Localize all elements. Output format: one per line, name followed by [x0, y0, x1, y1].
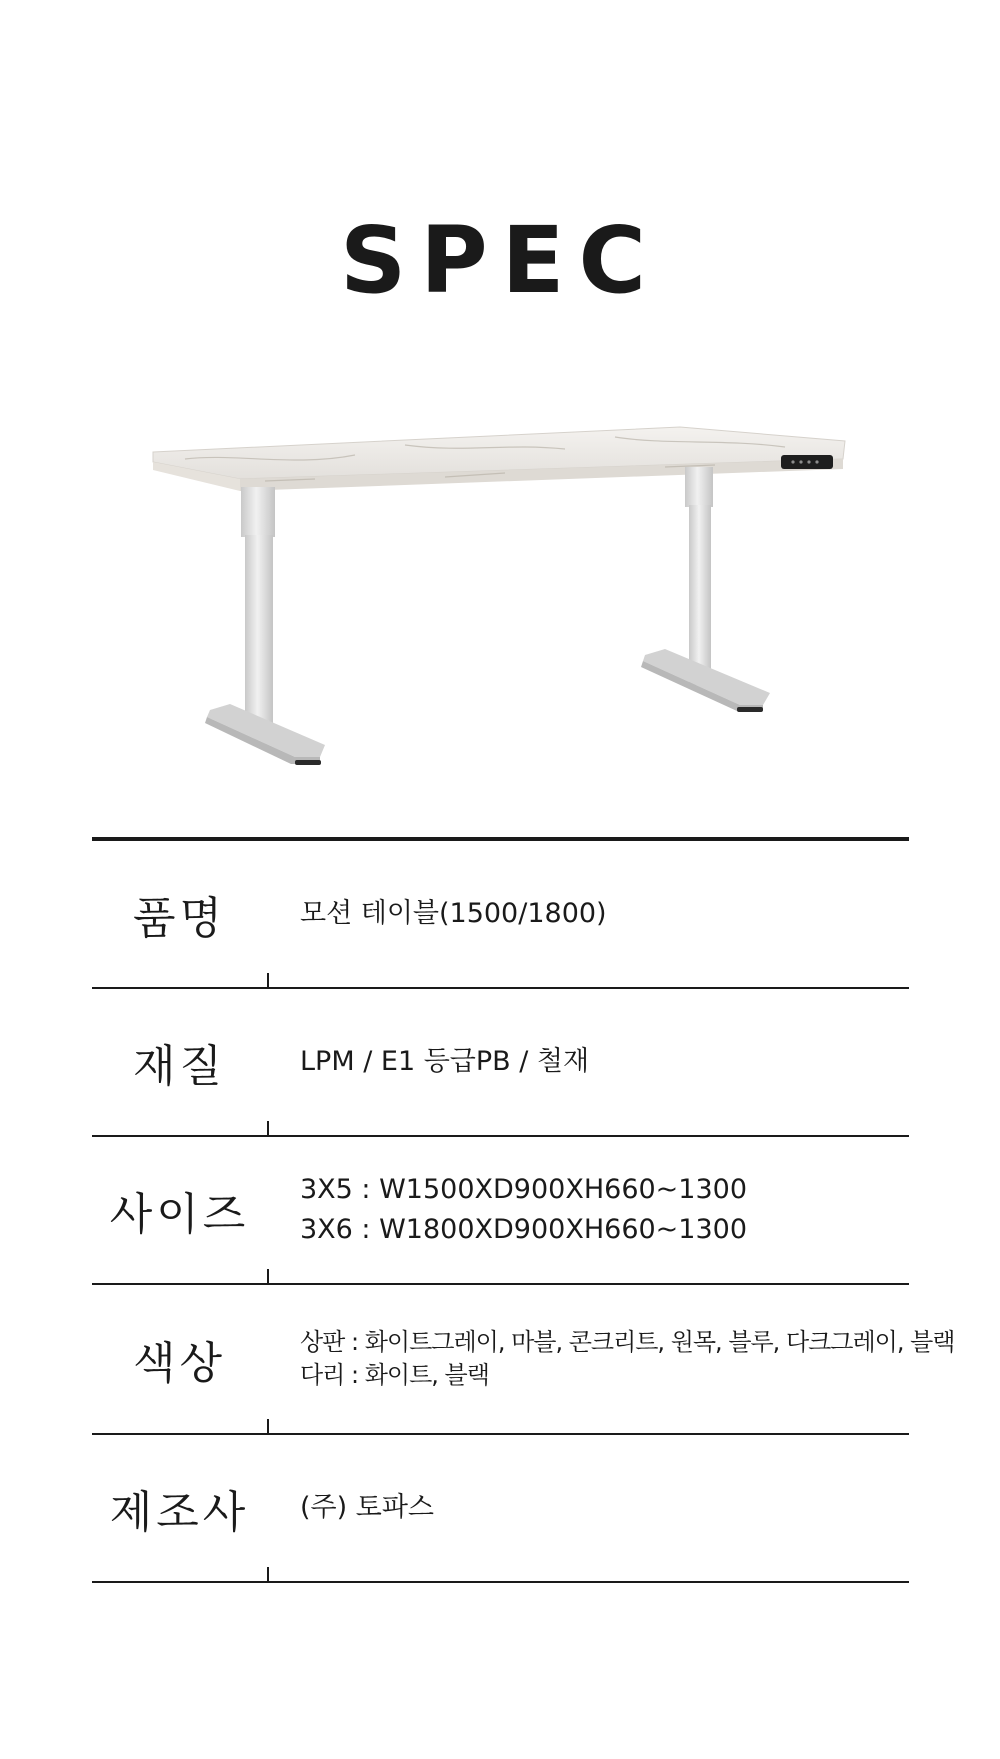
row-divider-tick	[267, 1269, 269, 1283]
spec-table	[92, 837, 955, 1583]
row-divider-tick	[267, 1419, 269, 1433]
spec-value	[300, 1285, 955, 1433]
spec-value-line: 다리 : 화이트, 블랙	[300, 1361, 489, 1389]
spec-label: 사이즈	[109, 1189, 250, 1240]
spec-row-color	[92, 1285, 955, 1435]
spec-row-manufacturer	[92, 1435, 909, 1583]
spec-value	[300, 1137, 747, 1283]
spec-value	[300, 1435, 434, 1581]
row-divider-tick	[267, 1121, 269, 1135]
spec-value-line: 3X5 : W1500XD900XH660~1300	[300, 1174, 748, 1205]
spec-value-line: 상판 : 화이트그레이, 마블, 콘크리트, 원목, 블루, 다크그레이, 블랙	[300, 1328, 955, 1356]
spec-label: 재질	[132, 1041, 226, 1092]
spec-label: 제조사	[109, 1487, 250, 1538]
spec-row-product-name	[92, 841, 909, 989]
spec-value-line: 모션 테이블(1500/1800)	[300, 898, 607, 929]
spec-row-size	[92, 1137, 909, 1285]
spec-label: 품명	[132, 893, 226, 944]
standing-desk-image	[145, 415, 855, 770]
spec-value-line: 3X6 : W1800XD900XH660~1300	[300, 1214, 748, 1245]
spec-value-line: LPM / E1 등급PB / 철재	[300, 1046, 590, 1077]
page-title: SPEC	[339, 207, 661, 314]
spec-value-line: (주) 토파스	[300, 1492, 434, 1523]
row-divider-tick	[267, 1567, 269, 1581]
spec-row-material	[92, 989, 909, 1137]
row-divider-tick	[267, 973, 269, 987]
spec-value	[300, 841, 607, 987]
spec-label: 색상	[132, 1338, 226, 1389]
spec-value	[300, 989, 589, 1135]
